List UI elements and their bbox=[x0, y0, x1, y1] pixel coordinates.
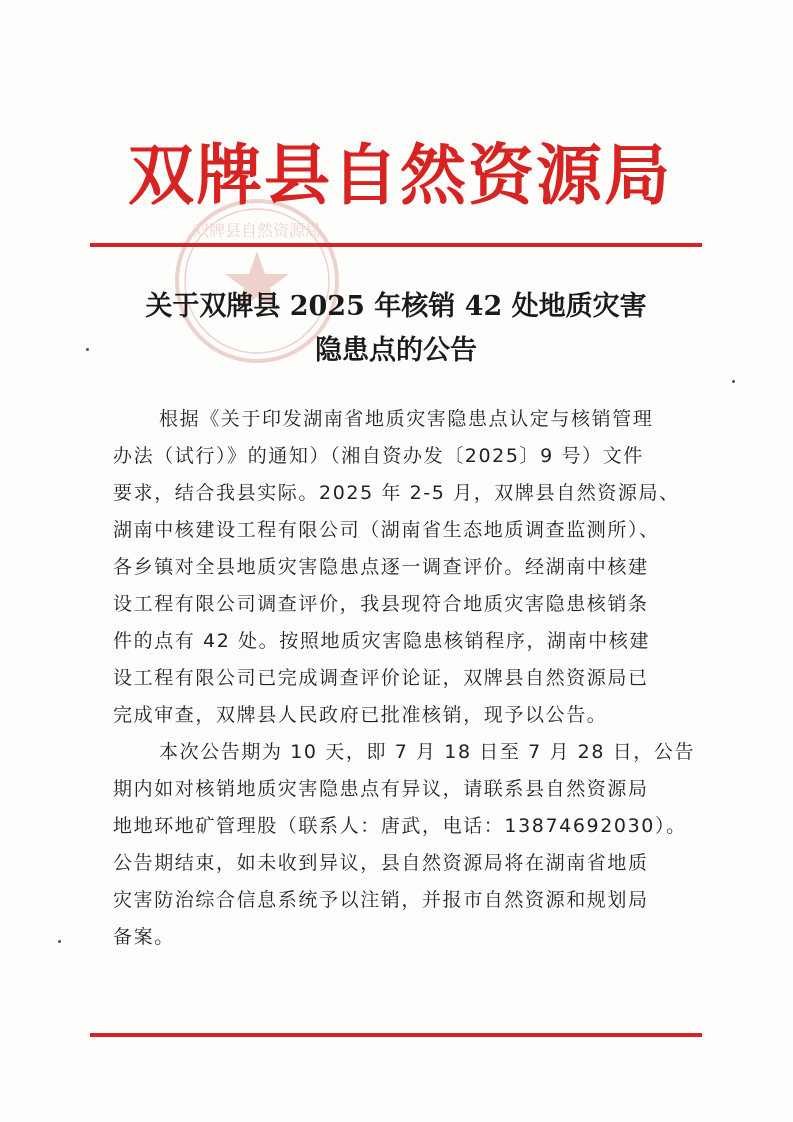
notice-title-line-1: 关于双牌县 2025 年核销 42 处地质灾害 bbox=[145, 291, 647, 322]
agency-masthead: 双牌县自然资源局 bbox=[128, 136, 672, 214]
scan-speck bbox=[732, 380, 735, 383]
body-line: 期内如对核销地质灾害隐患点有异议，请联系县自然资源局 bbox=[113, 778, 649, 800]
body-line: 各乡镇对全县地质灾害隐患点逐一调查评价。经湖南中核建 bbox=[113, 556, 649, 578]
body-line: 湖南中核建设工程有限公司（湖南省生态地质调查监测所）、 bbox=[113, 519, 660, 541]
body-line: 设工程有限公司已完成调查评价论证，双牌县自然资源局已 bbox=[113, 667, 649, 689]
body-line: 地地环地矿管理股（联系人：唐武，电话：13874692030）。 bbox=[113, 815, 687, 837]
body-line: 办法（试行）》的通知）（湘自资办发〔2025〕9 号）文件 bbox=[113, 445, 644, 467]
body-line: 件的点有 42 处。按照地质灾害隐患核销程序，湖南中核建 bbox=[113, 630, 651, 652]
body-line: 设工程有限公司调查评价，我县现符合地质灾害隐患核销条 bbox=[113, 593, 649, 615]
footer-red-rule bbox=[90, 1033, 702, 1037]
body-line: 要求，结合我县实际。2025 年 2-5 月，双牌县自然资源局、 bbox=[113, 482, 680, 504]
notice-title-line-2: 隐患点的公告 bbox=[315, 335, 477, 366]
body-line: 本次公告期为 10 天，即 7 月 18 日至 7 月 28 日，公告 bbox=[159, 741, 696, 763]
body-line: 灾害防治综合信息系统予以注销，并报市自然资源和规划局 bbox=[113, 889, 649, 911]
body-line: 公告期结束，如未收到异议，县自然资源局将在湖南省地质 bbox=[113, 852, 649, 874]
body-line: 根据《关于印发湖南省地质灾害隐患点认定与核销管理 bbox=[159, 408, 654, 430]
scan-speck bbox=[86, 348, 89, 351]
scan-speck bbox=[58, 940, 61, 943]
body-line: 备案。 bbox=[113, 926, 175, 948]
body-line: 完成审查，双牌县人民政府已批准核销，现予以公告。 bbox=[113, 704, 608, 726]
seal-lettering: 双牌县自然资源局 bbox=[192, 221, 322, 240]
